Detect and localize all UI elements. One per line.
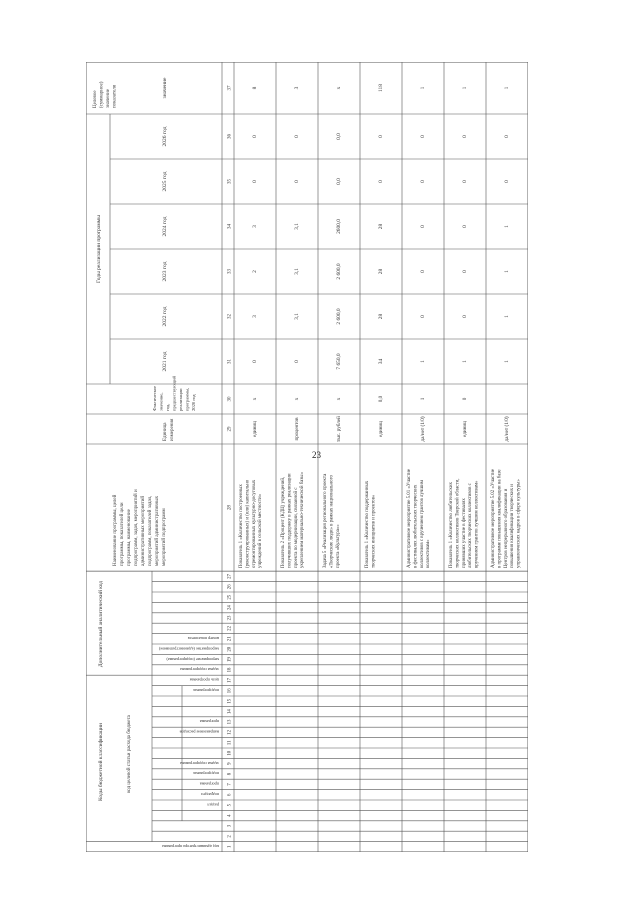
row-year-value: 1 bbox=[462, 360, 468, 363]
column-number: 37 bbox=[227, 85, 233, 91]
column-number: 27 bbox=[227, 574, 233, 579]
name-column-header: программы, показателей цели bbox=[120, 502, 125, 566]
row-target: 3 bbox=[294, 86, 300, 90]
code-column-title: подраздел bbox=[201, 792, 219, 797]
row-year-value: 0 bbox=[504, 135, 510, 138]
row-year-value: 1 bbox=[420, 360, 426, 363]
row-year-value: 0,0 bbox=[336, 133, 342, 140]
code-column-title: цель программы bbox=[189, 677, 219, 683]
code-column-title: программа bbox=[199, 719, 219, 725]
column-number: 3 bbox=[227, 824, 233, 828]
program-years-header: Годы реализации программы bbox=[96, 215, 102, 283]
expense-subcodes-header: код целевой статьи расхода бюджета bbox=[127, 715, 132, 793]
fact-column-header: 2020 год bbox=[191, 394, 196, 411]
column-number: 20 bbox=[227, 646, 233, 652]
column-number: 19 bbox=[227, 657, 233, 662]
row-unit: процентов bbox=[294, 417, 300, 441]
row-name: принявших участие в фестивалях bbox=[461, 498, 467, 568]
row-year-value: 3 bbox=[252, 315, 258, 318]
year-header: 2026 год bbox=[162, 126, 168, 147]
name-column-header: мероприятий подпрограмм bbox=[162, 508, 167, 566]
target-value-header: значение bbox=[106, 89, 111, 108]
row-year-value: 7 650,0 bbox=[336, 353, 342, 370]
row-name: «Творческие люди» в рамках национального bbox=[329, 475, 335, 568]
row-fact: 0 bbox=[462, 397, 468, 401]
column-number: 6 bbox=[227, 793, 233, 797]
row-year-value: 2 bbox=[252, 270, 258, 273]
row-name: Показатель 1 «Количество построенных bbox=[239, 484, 244, 568]
row-year-value: 2 600,0 bbox=[336, 308, 342, 325]
code-column-title: задача подпрограммы bbox=[180, 667, 219, 673]
code-column-title: код администратора программы bbox=[162, 844, 219, 849]
column-number: 4 bbox=[227, 814, 233, 817]
column-number: 15 bbox=[227, 698, 233, 704]
row-name: в программе повышения квалификации на базе bbox=[497, 469, 503, 568]
row-name: творческих инициатив и проектов» bbox=[371, 494, 377, 568]
row-name: Административное мероприятие 5.01 «Участие bbox=[407, 468, 412, 568]
code-column-title: номер показателя bbox=[187, 636, 219, 641]
column-number: 12 bbox=[227, 730, 233, 735]
column-number: 1 bbox=[227, 845, 233, 849]
code-column-title: мероприятие (административное) bbox=[158, 646, 219, 652]
code-column-title: задача подпрограммы bbox=[180, 760, 219, 766]
row-year-value: 1 bbox=[504, 225, 510, 228]
row-name: (реконструированных) и (или) капитально bbox=[245, 479, 251, 568]
row-name: коллективов с вручением грантов лучшим bbox=[419, 480, 425, 568]
rotated-table-page bbox=[86, 62, 528, 852]
column-number: 14 bbox=[227, 709, 233, 714]
unit-column-header: измерения bbox=[170, 418, 175, 441]
row-target: 118 bbox=[378, 84, 384, 92]
fact-column-header: значение, bbox=[158, 392, 164, 411]
row-year-value: 0 bbox=[462, 270, 468, 273]
fact-column-header: Фактическое bbox=[152, 385, 157, 411]
name-column-header: подпрограмм, задач, мероприятий и bbox=[134, 489, 139, 566]
code-column-title: направление расходов bbox=[179, 729, 219, 735]
column-number: 5 bbox=[227, 803, 233, 807]
row-target: 8 bbox=[252, 86, 258, 90]
row-name: проекта по модернизации, связанной с bbox=[293, 487, 299, 568]
row-year-value: 0 bbox=[462, 135, 468, 138]
fact-column-header: реализации bbox=[178, 388, 183, 411]
row-unit: да/нет (1/0) bbox=[420, 416, 426, 442]
value-header: значение bbox=[162, 77, 168, 99]
unit-column-header: Единица bbox=[163, 422, 168, 441]
row-year-value: 28 bbox=[378, 313, 384, 320]
row-unit: единиц bbox=[252, 421, 258, 437]
row-year-value: 0 bbox=[420, 270, 426, 273]
row-fact: 0,0 bbox=[378, 395, 384, 403]
row-fact: х bbox=[336, 397, 342, 401]
row-target: 1 bbox=[462, 86, 468, 90]
row-unit: да/нет (1/0) bbox=[504, 416, 510, 442]
row-name: укреплением материально-технической базы» bbox=[300, 471, 306, 568]
row-year-value: 0,0 bbox=[336, 178, 342, 185]
row-unit: тыс. рублей bbox=[336, 416, 342, 442]
column-number: 35 bbox=[227, 179, 233, 184]
row-unit: единиц bbox=[462, 421, 468, 437]
row-name: Показатель 1 «Количество поддержанных bbox=[365, 480, 370, 568]
row-year-value: 2 600,0 bbox=[336, 263, 342, 280]
column-number: 36 bbox=[227, 134, 233, 139]
year-header: 2022 год bbox=[162, 306, 168, 327]
column-number: 21 bbox=[227, 636, 233, 642]
name-column-header: административных мероприятий bbox=[141, 495, 146, 566]
row-year-value: 0 bbox=[252, 360, 258, 363]
budget-codes-header: Коды бюджетной классификации bbox=[98, 723, 104, 801]
name-column-header: программы, наименование bbox=[127, 509, 132, 566]
row-year-value: 0 bbox=[378, 135, 384, 138]
column-number: 24 bbox=[227, 605, 233, 610]
row-fact: 1 bbox=[420, 397, 426, 401]
row-year-value: 0 bbox=[294, 180, 300, 183]
row-year-value: 0 bbox=[420, 180, 426, 183]
row-year-value: 1 bbox=[504, 270, 510, 273]
row-name: проекта «Культура»» bbox=[335, 524, 341, 568]
row-year-value: 0 bbox=[294, 360, 300, 363]
row-year-value: 0 bbox=[420, 315, 426, 318]
row-name: любительских творческих коллективов с bbox=[468, 483, 474, 568]
row-year-value: 0 bbox=[462, 225, 468, 228]
year-header: 2024 год bbox=[162, 216, 168, 237]
code-column-title: программа bbox=[199, 781, 219, 787]
row-name: получивших поддержку в рамках реализации bbox=[287, 473, 293, 568]
row-year-value: 0 bbox=[462, 180, 468, 183]
row-year-value: 1 bbox=[504, 360, 510, 363]
row-year-value: 28 bbox=[378, 268, 384, 275]
year-header: 2025 год bbox=[162, 171, 168, 192]
row-year-value: 3,1 bbox=[294, 268, 300, 275]
row-unit: единиц bbox=[378, 421, 384, 437]
column-number: 32 bbox=[227, 314, 233, 319]
row-name: управленческих кадров в сфере культуры» bbox=[516, 479, 522, 568]
name-column-header: Наименование программы, целей bbox=[113, 494, 118, 566]
row-name: учреждений в сельской местности» bbox=[258, 493, 264, 568]
column-number: 8 bbox=[227, 772, 233, 776]
column-number: 7 bbox=[227, 783, 233, 786]
row-name: коллективам» bbox=[426, 539, 432, 568]
row-fact: х bbox=[252, 397, 258, 401]
fact-column-header: предшествующий bbox=[171, 375, 177, 411]
target-value-header: Целевое bbox=[93, 90, 98, 108]
column-number: 22 bbox=[227, 626, 233, 631]
row-name: Задача 5 «Реализация регионального проекта bbox=[323, 473, 328, 568]
year-header: 2023 год bbox=[162, 261, 168, 282]
column-number: 2 bbox=[227, 835, 233, 838]
name-column-header: подпрограмм, показателей задач, bbox=[148, 495, 153, 566]
row-year-value: 2600,0 bbox=[336, 219, 342, 234]
code-column-title: раздел bbox=[207, 802, 219, 808]
row-year-value: 0 bbox=[252, 180, 258, 183]
column-number: 17 bbox=[227, 678, 233, 683]
row-year-value: 3,1 bbox=[294, 223, 300, 230]
row-year-value: 0 bbox=[420, 135, 426, 138]
row-name: Показатель 1 «Количество любительских bbox=[449, 482, 454, 568]
row-name: отремонтированных культурно-досуговых bbox=[251, 479, 257, 568]
fact-column-header: программы, bbox=[184, 387, 190, 411]
column-number: 13 bbox=[227, 719, 233, 725]
program-indicators-table bbox=[86, 62, 528, 852]
row-name: вручением грантов лучшим коллективам» bbox=[474, 480, 480, 568]
column-number: 18 bbox=[227, 667, 233, 673]
row-year-value: 34 bbox=[378, 358, 384, 365]
row-name: в фестивалях любительских творческих bbox=[413, 484, 419, 568]
column-number: 30 bbox=[227, 396, 233, 402]
row-year-value: 0 bbox=[420, 225, 426, 228]
row-name: Административное мероприятие 5.02 «Участие bbox=[491, 468, 496, 568]
name-column-header: мероприятий административных bbox=[155, 495, 160, 566]
year-header: 2021 год bbox=[162, 351, 168, 372]
column-number: 28 bbox=[227, 505, 233, 511]
target-value-header: (суммарное) bbox=[99, 81, 105, 108]
column-number: 10 bbox=[227, 750, 233, 756]
column-number: 31 bbox=[227, 359, 233, 364]
column-number: 16 bbox=[227, 688, 233, 694]
row-name: повышения квалификации творческих и bbox=[510, 484, 516, 568]
row-year-value: 0 bbox=[504, 180, 510, 183]
column-number: 25 bbox=[227, 594, 233, 600]
column-number: 11 bbox=[227, 740, 233, 746]
target-value-header: показателя bbox=[112, 84, 118, 108]
row-year-value: 0 bbox=[294, 135, 300, 138]
row-year-value: 0 bbox=[462, 315, 468, 318]
additional-code-header: Дополнительный аналитический код bbox=[98, 580, 104, 668]
row-year-value: 0 bbox=[252, 135, 258, 138]
row-year-value: 3,1 bbox=[294, 313, 300, 320]
fact-column-header: год, bbox=[165, 403, 170, 411]
column-number: 26 bbox=[227, 584, 233, 590]
row-year-value: 1 bbox=[504, 315, 510, 318]
column-number: 23 bbox=[227, 615, 233, 621]
row-target: 1 bbox=[504, 86, 510, 90]
row-target: х bbox=[336, 86, 342, 90]
row-name: Центров непрерывного образования и bbox=[503, 488, 509, 568]
row-year-value: 28 bbox=[378, 223, 384, 230]
column-number: 29 bbox=[227, 426, 233, 432]
column-number: 33 bbox=[227, 269, 233, 274]
column-number: 34 bbox=[227, 224, 233, 229]
code-column-title: подпрограмма bbox=[193, 771, 219, 777]
code-column-title: мероприятие (подпрограмма) bbox=[166, 656, 219, 662]
row-year-value: 3 bbox=[252, 225, 258, 228]
page-number: 23 bbox=[312, 450, 321, 460]
column-number: 9 bbox=[227, 762, 233, 765]
row-year-value: 0 bbox=[378, 180, 384, 183]
row-fact: х bbox=[294, 397, 300, 401]
row-target: 1 bbox=[420, 86, 426, 90]
row-name: творческих коллективов Тверской области, bbox=[455, 478, 461, 568]
code-column-title: подпрограмма bbox=[193, 688, 219, 693]
row-name: Показатель 2 «Процент (КДЦ) учреждений, bbox=[281, 476, 286, 568]
